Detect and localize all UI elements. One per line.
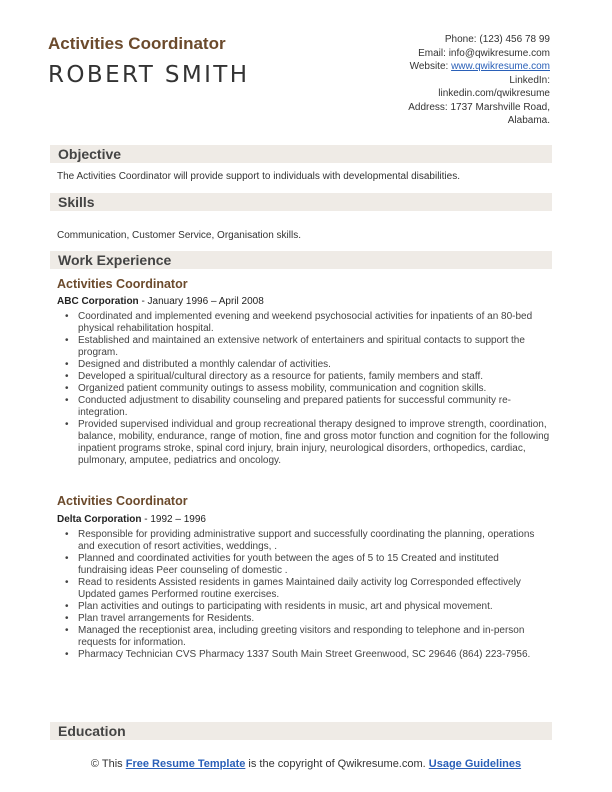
footer-prefix: © This: [90, 758, 126, 770]
job-title: Activities Coordinator: [57, 494, 188, 508]
contact-email: [310, 47, 550, 61]
education-heading: Education: [58, 723, 126, 739]
objective-heading: Objective: [58, 146, 122, 162]
candidate-name: ROBERT SMITH: [48, 62, 250, 88]
list-item: • Developed a spiritual/cultural directory as a resource for patients, family members and staff.: [62, 371, 550, 383]
usage-guidelines-link[interactable]: Usage Guidelines: [428, 758, 522, 770]
list-item: • Organized patient community outings to assess mobility, communication and cognition skills.: [62, 383, 550, 395]
company-name: ABC Corporation: [57, 296, 139, 307]
education-section-header: [50, 722, 552, 740]
footer-middle: is the copyright of Qwikresume.com.: [245, 758, 429, 770]
list-item: • Designed and distributed a monthly calendar of activities.: [62, 359, 550, 371]
phone-value: (123) 456 78 99: [479, 34, 550, 45]
copyright-footer: [0, 757, 612, 771]
list-item: • Plan activities and outings to participating with residents in music, art and physical movement.: [62, 601, 550, 613]
free-resume-template-link[interactable]: Free Resume Template: [125, 758, 246, 770]
job-bullets: [62, 311, 550, 467]
website-link[interactable]: www.qwikresume.com: [451, 61, 550, 72]
list-item: • Read to residents Assisted residents in games Maintained daily activity log Corresponded effectively Updated games Performed routine exercises.: [62, 577, 550, 601]
list-item: • Conducted adjustment to disability counseling and prepared patients for successful community re-integration.: [62, 395, 550, 419]
contact-phone: [310, 33, 550, 47]
job-title: Activities Coordinator: [57, 277, 188, 291]
objective-section-header: [50, 145, 552, 163]
list-item: • Responsible for providing administrative support and successfully coordinating the planning, operations and execution of resort activities, weddings, .: [62, 529, 550, 553]
contact-address-line2: Alabama.: [507, 115, 550, 126]
email-label: Email:: [418, 47, 446, 59]
address-line1: 1737 Marshville Road,: [450, 101, 550, 113]
list-item: • Pharmacy Technician CVS Pharmacy 1337 South Main Street Greenwood, SC 29646 (864) 223-7956.: [62, 649, 550, 661]
skills-text: Communication, Customer Service, Organisation skills.: [57, 230, 301, 241]
phone-label: Phone:: [444, 34, 477, 45]
job-company-line: [57, 296, 264, 307]
list-item: • Established and maintained an extensive network of entertainers and spiritual contacts to support the program.: [62, 335, 550, 359]
work-heading: Work Experience: [58, 252, 172, 268]
list-item: • Plan travel arrangements for Residents.: [62, 613, 550, 625]
website-label: Website:: [409, 61, 449, 72]
list-item: • Managed the receptionist area, including greeting visitors and responding to telephone and in-person requests for information.: [62, 625, 550, 649]
job-bullets: [62, 529, 550, 661]
resume-job-title: Activities Coordinator: [48, 34, 226, 53]
job-dates: - 1992 – 1996: [141, 514, 206, 525]
job-company-line: [57, 514, 206, 525]
contact-address: [310, 101, 550, 115]
contact-linkedin: linkedin.com/qwikresume: [438, 88, 550, 99]
address-label: Address:: [408, 101, 448, 113]
work-section-header: [50, 251, 552, 269]
list-item: • Provided supervised individual and group recreational therapy designed to improve strength, coordination, balance, mobility, endurance, range of motion, fine and gross motor function and cognition for the following inpatient programs stroke, spinal cord injury, brain injury, neurological disorders, orthopedics, cardiac, pulmonary, amputee, pediatrics and oncology.: [62, 419, 550, 467]
job-dates: - January 1996 – April 2008: [138, 296, 264, 307]
contact-linkedin-label: LinkedIn:: [509, 74, 550, 86]
objective-text: The Activities Coordinator will provide support to individuals with developmental disabilities.: [57, 171, 460, 182]
company-name: Delta Corporation: [57, 514, 142, 525]
email-value: info@qwikresume.com: [448, 47, 550, 59]
skills-section-header: [50, 193, 552, 211]
contact-website: [310, 60, 550, 74]
list-item: • Coordinated and implemented evening and weekend psychosocial activities for inpatients of an 80-bed physical rehabilitation hospital.: [62, 311, 550, 335]
list-item: • Planned and coordinated activities for youth between the ages of 5 to 15 Created and instituted fundraising ideas Peer counseling of domestic .: [62, 553, 550, 577]
skills-heading: Skills: [58, 194, 95, 210]
contact-block: [310, 33, 550, 128]
